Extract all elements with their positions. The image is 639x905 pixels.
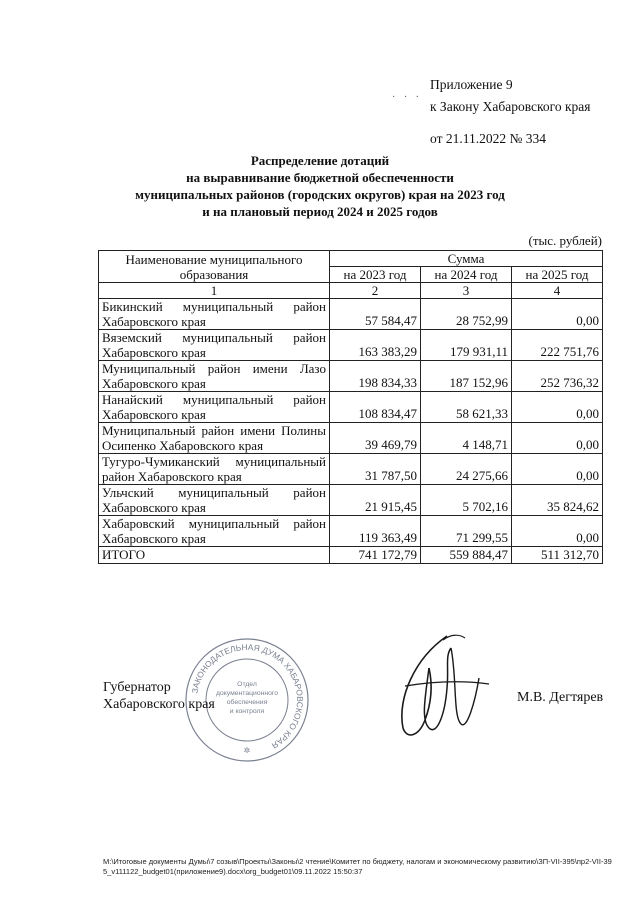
title-line-2: на выравнивание бюджетной обеспеченности <box>186 170 454 185</box>
row-2025: 0,00 <box>512 392 603 423</box>
row-2025: 252 736,32 <box>512 361 603 392</box>
table-row <box>99 516 603 547</box>
header-year-2024: на 2024 год <box>421 267 512 283</box>
governor-title <box>103 679 215 713</box>
distribution-table <box>98 250 603 564</box>
row-2023: 39 469,79 <box>330 423 421 454</box>
row-2024: 28 752,99 <box>421 299 512 330</box>
row-name: Вяземский муниципальный район Хабаровского края <box>99 330 330 361</box>
row-name: Бикинский муниципальный район Хабаровского края <box>99 299 330 330</box>
row-2024: 24 275,66 <box>421 454 512 485</box>
file-path-footer: M:\Итоговые документы Думы\7 созыв\Проекты\Законы\2 чтение\Комитет по бюджету, налогам и экономическому развитию\ЗП-VII-395\пр2-VII-395_v111122_budget01(приложение9).docx\org_budget01\09.11.2022 15:50:37 <box>103 857 612 876</box>
seal-center-line: документационного <box>215 690 279 697</box>
row-2025: 222 751,76 <box>512 330 603 361</box>
title-line-3: муниципальных районов (городских округов) края на 2023 год <box>135 187 505 202</box>
col-number: 1 <box>99 283 330 299</box>
governor-line-1: Губернатор <box>103 680 171 695</box>
total-2025: 511 312,70 <box>512 547 603 564</box>
row-2025: 0,00 <box>512 454 603 485</box>
table-row <box>99 299 603 330</box>
row-2024: 4 148,71 <box>421 423 512 454</box>
row-2023: 21 915,45 <box>330 485 421 516</box>
row-2023: 119 363,49 <box>330 516 421 547</box>
decorative-dots: · · · <box>392 92 422 103</box>
table-body <box>99 299 603 564</box>
total-row <box>99 547 603 564</box>
row-name: Тугуро-Чумиканский муниципальный район Хабаровского края <box>99 454 330 485</box>
col-number: 4 <box>512 283 603 299</box>
appendix-law: к Закону Хабаровского края <box>430 99 591 114</box>
appendix-date: от 21.11.2022 № 334 <box>430 131 546 146</box>
seal-star-icon: ✲ <box>243 746 251 755</box>
seal-center-line: и контроля <box>229 708 265 715</box>
governor-name: М.В. Дегтярев <box>517 690 604 705</box>
header-year-2023: на 2023 год <box>330 267 421 283</box>
table-row <box>99 330 603 361</box>
row-2023: 57 584,47 <box>330 299 421 330</box>
table-row <box>99 361 603 392</box>
row-name: Хабаровский муниципальный район Хабаровского края <box>99 516 330 547</box>
row-2023: 108 834,47 <box>330 392 421 423</box>
table-row <box>99 485 603 516</box>
unit-label: (тыс. рублей) <box>528 233 602 248</box>
appendix-number: Приложение 9 <box>430 77 513 92</box>
row-2024: 58 621,33 <box>421 392 512 423</box>
total-2024: 559 884,47 <box>421 547 512 564</box>
header-year-2025: на 2025 год <box>512 267 603 283</box>
governor-line-2: Хабаровского края <box>103 697 215 712</box>
row-name: Нанайский муниципальный район Хабаровского края <box>99 392 330 423</box>
total-label: ИТОГО <box>99 547 330 564</box>
col-number: 3 <box>421 283 512 299</box>
row-2025: 0,00 <box>512 299 603 330</box>
appendix-header <box>430 74 591 150</box>
row-2024: 5 702,16 <box>421 485 512 516</box>
row-name: Муниципальный район имени Полины Осипенко Хабаровского края <box>99 423 330 454</box>
row-2025: 35 824,62 <box>512 485 603 516</box>
title-line-4: и на плановый период 2024 и 2025 годов <box>202 204 438 219</box>
title-line-1: Распределение дотаций <box>250 153 390 168</box>
row-2024: 179 931,11 <box>421 330 512 361</box>
col-number: 2 <box>330 283 421 299</box>
row-name: Муниципальный район имени Лазо Хабаровского края <box>99 361 330 392</box>
header-sum: Сумма <box>330 251 603 267</box>
column-number-row <box>99 283 603 299</box>
row-name: Ульчский муниципальный район Хабаровского края <box>99 485 330 516</box>
seal-center-line: Отдел <box>237 681 257 688</box>
row-2023: 198 834,33 <box>330 361 421 392</box>
row-2024: 71 299,55 <box>421 516 512 547</box>
row-2024: 187 152,96 <box>421 361 512 392</box>
row-2023: 163 383,29 <box>330 330 421 361</box>
table-row <box>99 454 603 485</box>
row-2025: 0,00 <box>512 423 603 454</box>
seal-center-line: обеспечения <box>226 699 268 706</box>
table-row <box>99 392 603 423</box>
total-2023: 741 172,79 <box>330 547 421 564</box>
handwritten-signature-icon <box>385 628 495 743</box>
table-row <box>99 423 603 454</box>
document-title <box>110 152 530 220</box>
table-header-row <box>99 251 603 267</box>
header-name: Наименование муниципального образования <box>99 251 330 283</box>
seal-ring-text: ЗАКОНОДАТЕЛЬНАЯ ДУМА ХАБАРОВСКОГО КРАЯ <box>189 641 306 751</box>
row-2023: 31 787,50 <box>330 454 421 485</box>
row-2025: 0,00 <box>512 516 603 547</box>
